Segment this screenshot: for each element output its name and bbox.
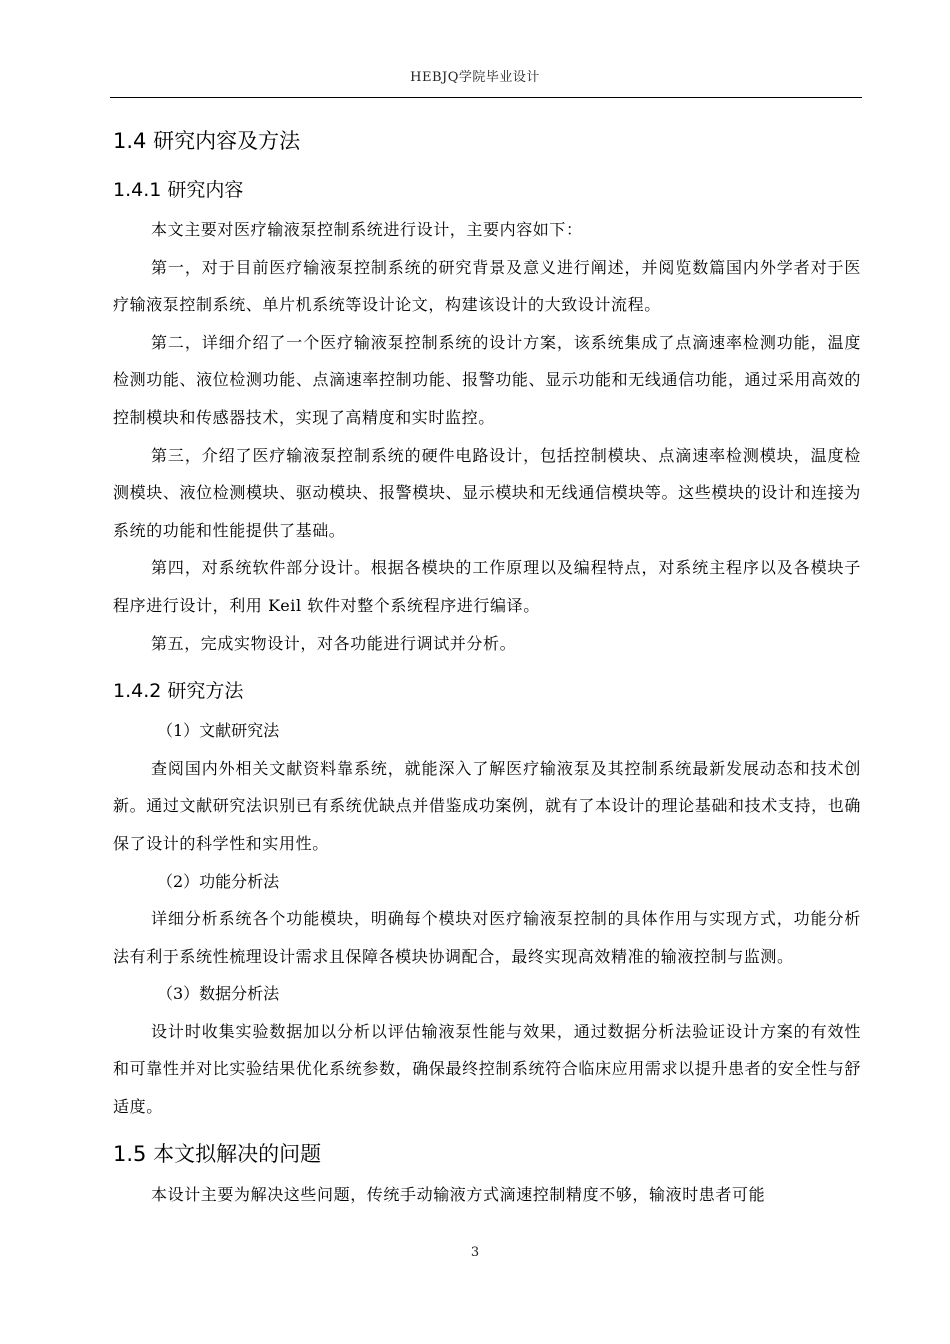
method-text-data: 设计时收集实验数据加以分析以评估输液泵性能与效果，通过数据分析法验证设计方案的有效性和可靠性并对比实验结果优化系统参数，确保最终控制系统符合临床应用需求以提升患者的安全性与舒适度。 xyxy=(113,1021,861,1117)
paragraph-intro: 本文主要对医疗输液泵控制系统进行设计，主要内容如下： xyxy=(151,220,583,239)
subsection-heading-1-4-2: 1.4.2 研究方法 xyxy=(113,680,244,703)
paragraph-fifth: 第五，完成实物设计，对各功能进行调试并分析。 xyxy=(151,633,517,653)
page-number: 3 xyxy=(470,1245,480,1260)
method-title-function: （2）功能分析法 xyxy=(157,871,280,891)
paragraph-problems: 本设计主要为解决这些问题，传统手动输液方式滴速控制精度不够，输液时患者可能 xyxy=(151,1184,766,1204)
paragraph-first: 第一，对于目前医疗输液泵控制系统的研究背景及意义进行阐述，并阅览数篇国内外学者对于医疗输液泵控制系统、单片机系统等设计论文，构建该设计的大致设计流程。 xyxy=(113,257,861,315)
page-body xyxy=(113,121,861,1213)
section-heading-1-4: 1.4 研究内容及方法 xyxy=(113,129,301,153)
subsection-heading-1-4-1: 1.4.1 研究内容 xyxy=(113,179,244,201)
running-header: HEBJQ学院毕业设计 xyxy=(410,70,540,85)
paragraph-second: 第二，详细介绍了一个医疗输液泵控制系统的设计方案，该系统集成了点滴速率检测功能，温度检测功能、液位检测功能、点滴速率控制功能、报警功能、显示功能和无线通信功能，通过采用高效的控制模块和传感器技术，实现了高精度和实时监控。 xyxy=(113,332,861,427)
header-rule xyxy=(110,97,862,98)
method-title-data: （3）数据分析法 xyxy=(157,984,280,1004)
method-text-literature: 查阅国内外相关文献资料靠系统，就能深入了解医疗输液泵及其控制系统最新发展动态和技术创新。通过文献研究法识别已有系统优缺点并借鉴成功案例，就有了本设计的理论基础和技术支持，也确保了设计的科学性和实用性。 xyxy=(113,758,861,853)
method-title-literature: （1）文献研究法 xyxy=(157,721,280,741)
paragraph-third: 第三，介绍了医疗输液泵控制系统的硬件电路设计，包括控制模块、点滴速率检测模块，温度检测模块、液位检测模块、驱动模块、报警模块、显示模块和无线通信模块等。这些模块的设计和连接为系统的功能和性能提供了基础。 xyxy=(113,445,861,540)
section-heading-1-5: 1.5 本文拟解决的问题 xyxy=(113,1141,322,1166)
paragraph-fourth: 第四，对系统软件部分设计。根据各模块的工作原理以及编程特点，对系统主程序以及各模块子程序进行设计，利用 Keil 软件对整个系统程序进行编译。 xyxy=(113,558,861,615)
method-text-function: 详细分析系统各个功能模块，明确每个模块对医疗输液泵控制的具体作用与实现方式，功能分析法有利于系统性梳理设计需求且保障各模块协调配合，最终实现高效精准的输液控制与监测。 xyxy=(113,909,861,966)
